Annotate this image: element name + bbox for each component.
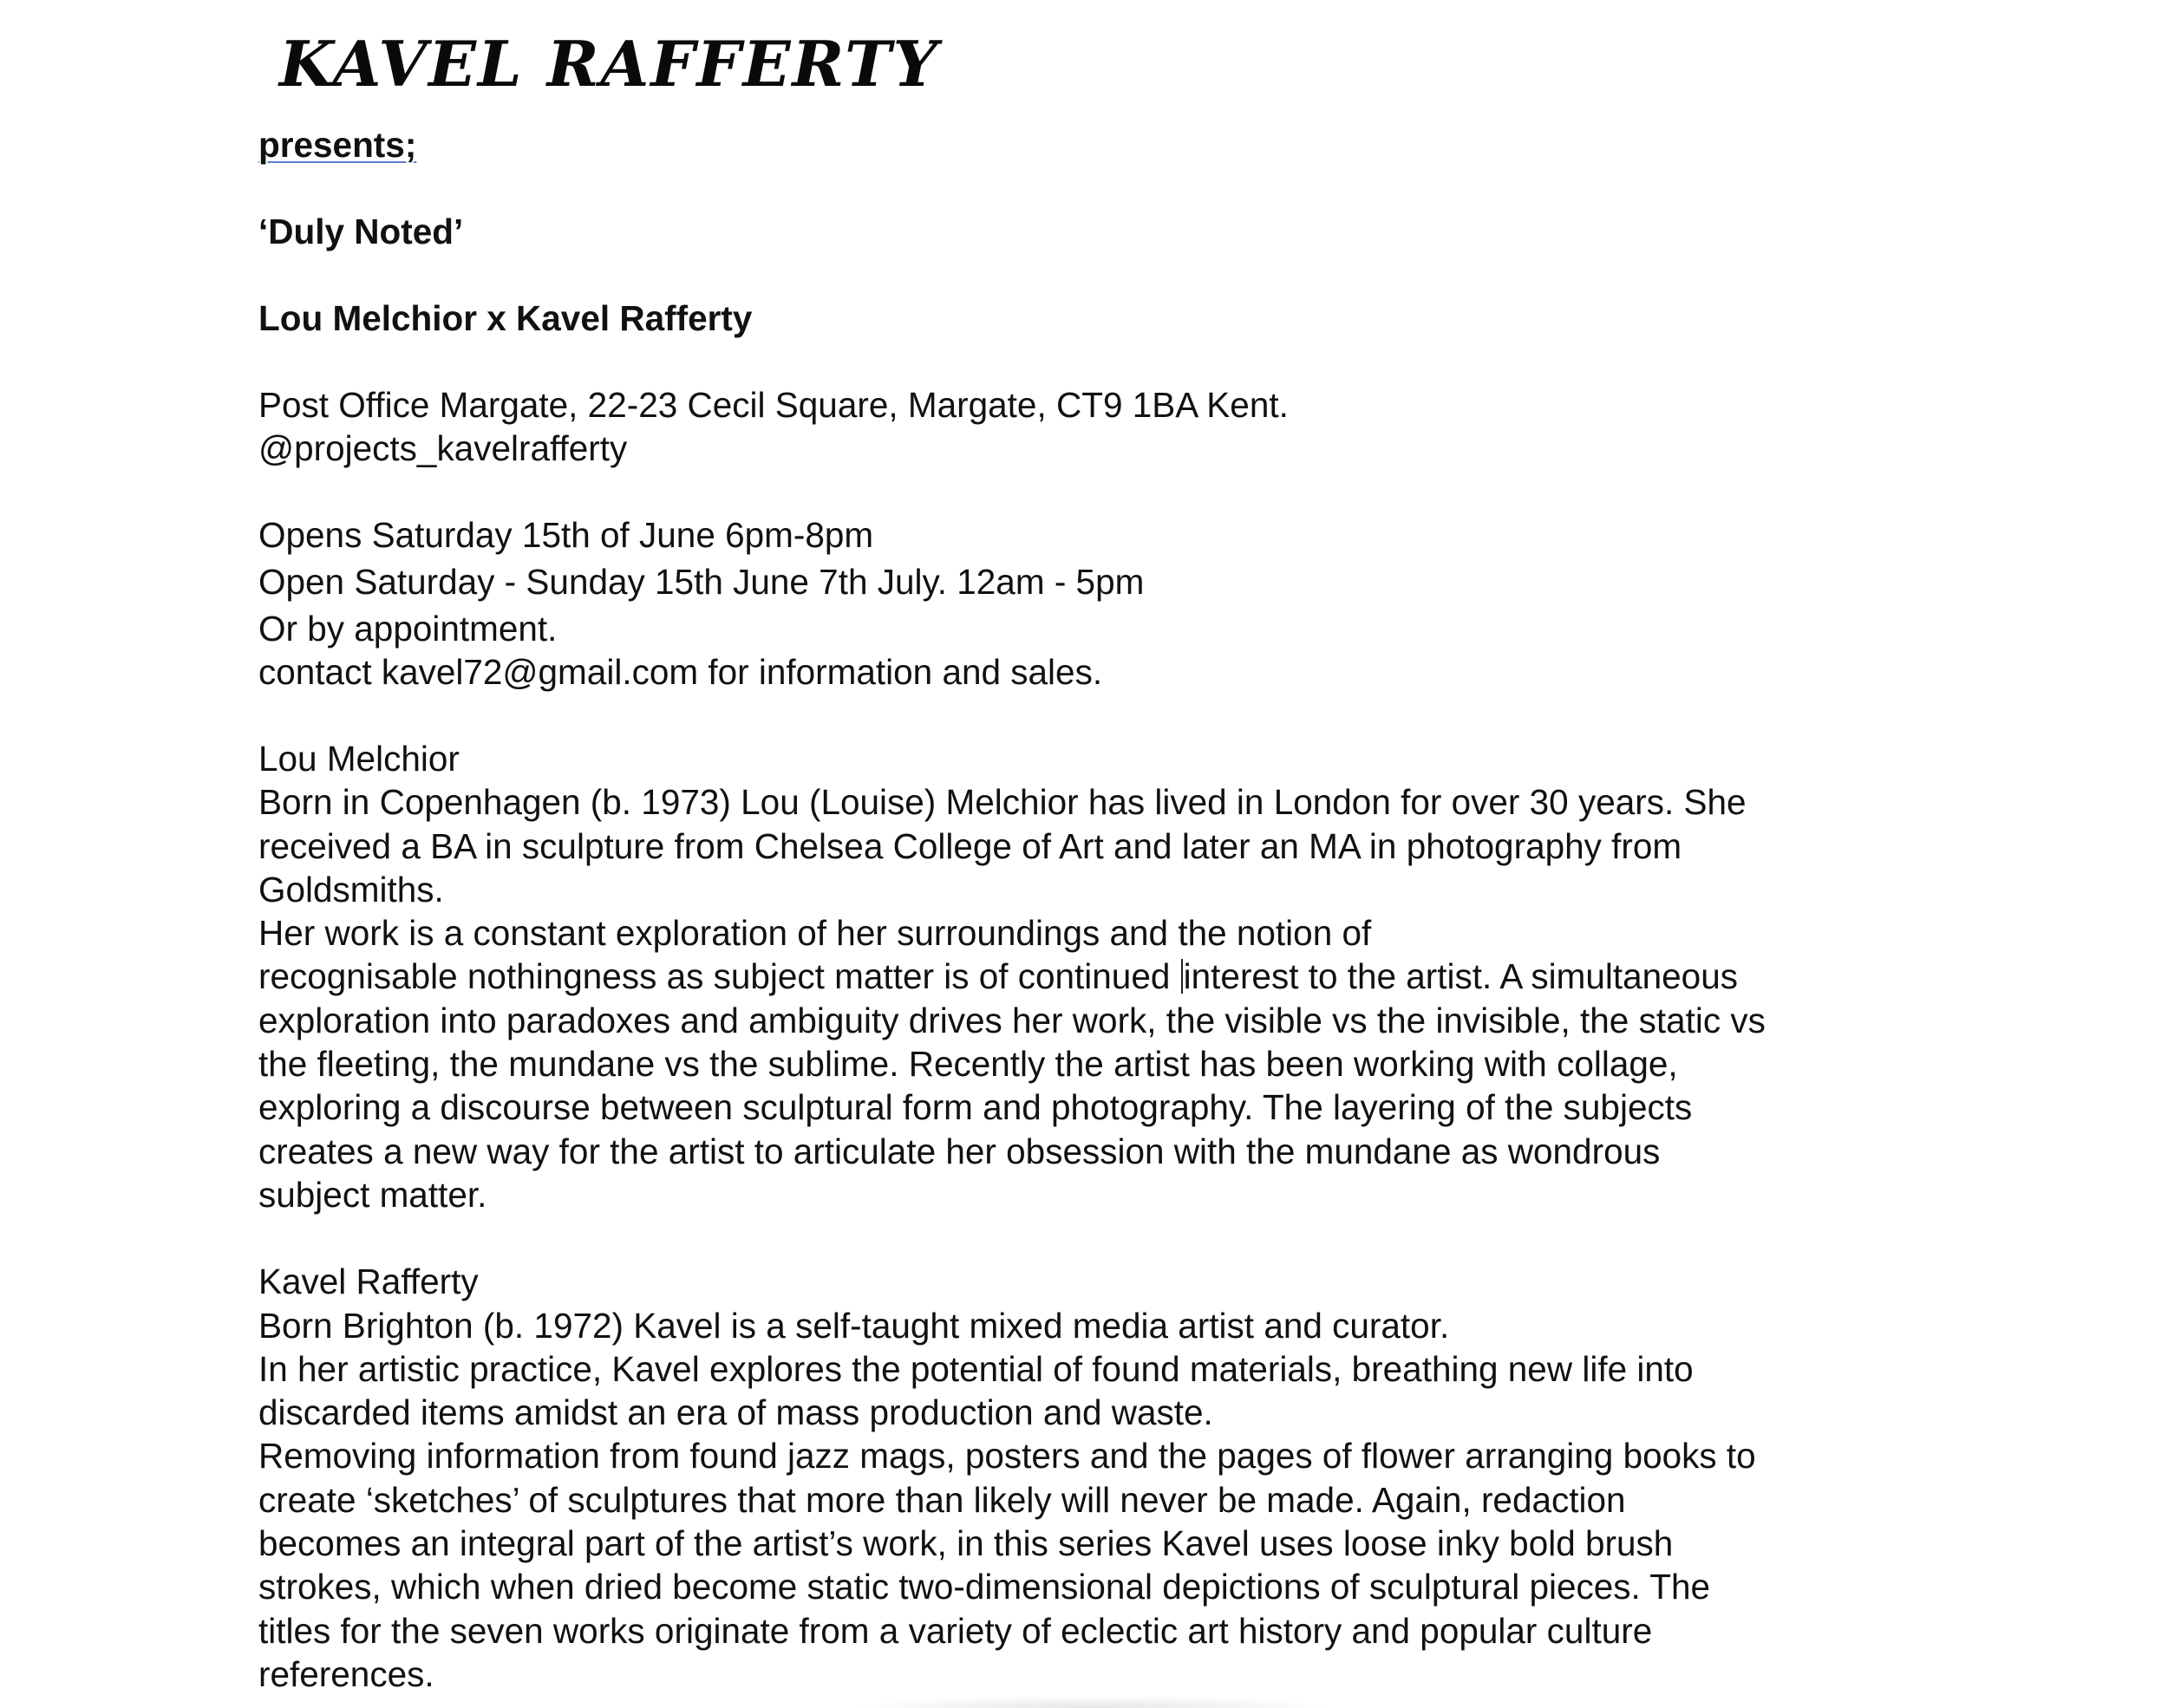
artist1-bio-line: the fleeting, the mundane vs the sublime. Recently the artist has been working with collage, (258, 1044, 1678, 1085)
artist2-bio-line: references. (258, 1653, 434, 1694)
artist2-bio-line: discarded items amidst an era of mass production and waste. (258, 1392, 1213, 1433)
page-bottom-shadow (850, 1695, 1335, 1708)
artist2-bio-line: strokes, which when dried become static two-dimensional depictions of sculptural pieces. The (258, 1567, 1711, 1607)
contact-line: contact kavel72@gmail.com for information and sales. (258, 652, 1103, 692)
artist2-bio-line: Removing information from found jazz mags, posters and the pages of flower arranging books to (258, 1436, 1756, 1477)
artist1-bio-line: received a BA in sculpture from Chelsea College of Art and later an MA in photography from (258, 825, 1682, 866)
artist2-name: Kavel Rafferty (258, 1261, 479, 1302)
caret-line-after: interest to the artist. A simultaneous (1183, 956, 1738, 997)
artist1-bio-line: Her work is a constant exploration of her surroundings and the notion of (258, 913, 1372, 954)
artist1-bio-line-with-caret (258, 955, 1932, 998)
show-title: ‘Duly Noted’ (258, 212, 464, 251)
opening-hours: Open Saturday - Sunday 15th June 7th July. 12am - 5pm (258, 562, 1145, 602)
artist2-bio-line: create ‘sketches’ of sculptures that more than likely will never be made. Again, redaction (258, 1479, 1626, 1520)
artist1-bio-line: creates a new way for the artist to articulate her obsession with the mundane as wondrous (258, 1131, 1661, 1171)
artist1-bio-line: Born in Copenhagen (b. 1973) Lou (Louise) Melchior has lived in London for over 30 years. She (258, 782, 1747, 823)
text-caret (1181, 959, 1183, 994)
artist1-bio-line: exploring a discourse between sculptural form and photography. The layering of the subjects (258, 1087, 1693, 1128)
artist2-bio-line: Born Brighton (b. 1972) Kavel is a self-taught mixed media artist and curator. (258, 1305, 1450, 1346)
logo-wordmark: KAVEL RAFFERTY (279, 27, 940, 101)
artist1-name: Lou Melchior (258, 739, 460, 779)
artist1-bio-line: exploration into paradoxes and ambiguity drives her work, the visible vs the invisible, the static vs (258, 1000, 1766, 1040)
document-body[interactable] (258, 123, 1932, 1696)
presents-label: presents; (258, 125, 417, 165)
appointment-note: Or by appointment. (258, 609, 558, 649)
caret-line-before: recognisable nothingness as subject matter is of continued (258, 956, 1180, 997)
artist1-bio-line: Goldsmiths. (258, 869, 444, 909)
venue-address: Post Office Margate, 22-23 Cecil Square, Margate, CT9 1BA Kent. (258, 385, 1289, 425)
opening-time: Opens Saturday 15th of June 6pm-8pm (258, 515, 874, 555)
artist1-bio-line: subject matter. (258, 1174, 487, 1215)
instagram-handle: @projects_kavelrafferty (258, 428, 628, 468)
artist2-bio-line: titles for the seven works originate from a variety of eclectic art history and popular culture (258, 1610, 1653, 1651)
artists-heading: Lou Melchior x Kavel Rafferty (258, 298, 753, 338)
artist2-bio-line: In her artistic practice, Kavel explores the potential of found materials, breathing new life into (258, 1348, 1694, 1389)
artist2-bio-line: becomes an integral part of the artist’s work, in this series Kavel uses loose inky bold brush (258, 1523, 1674, 1564)
